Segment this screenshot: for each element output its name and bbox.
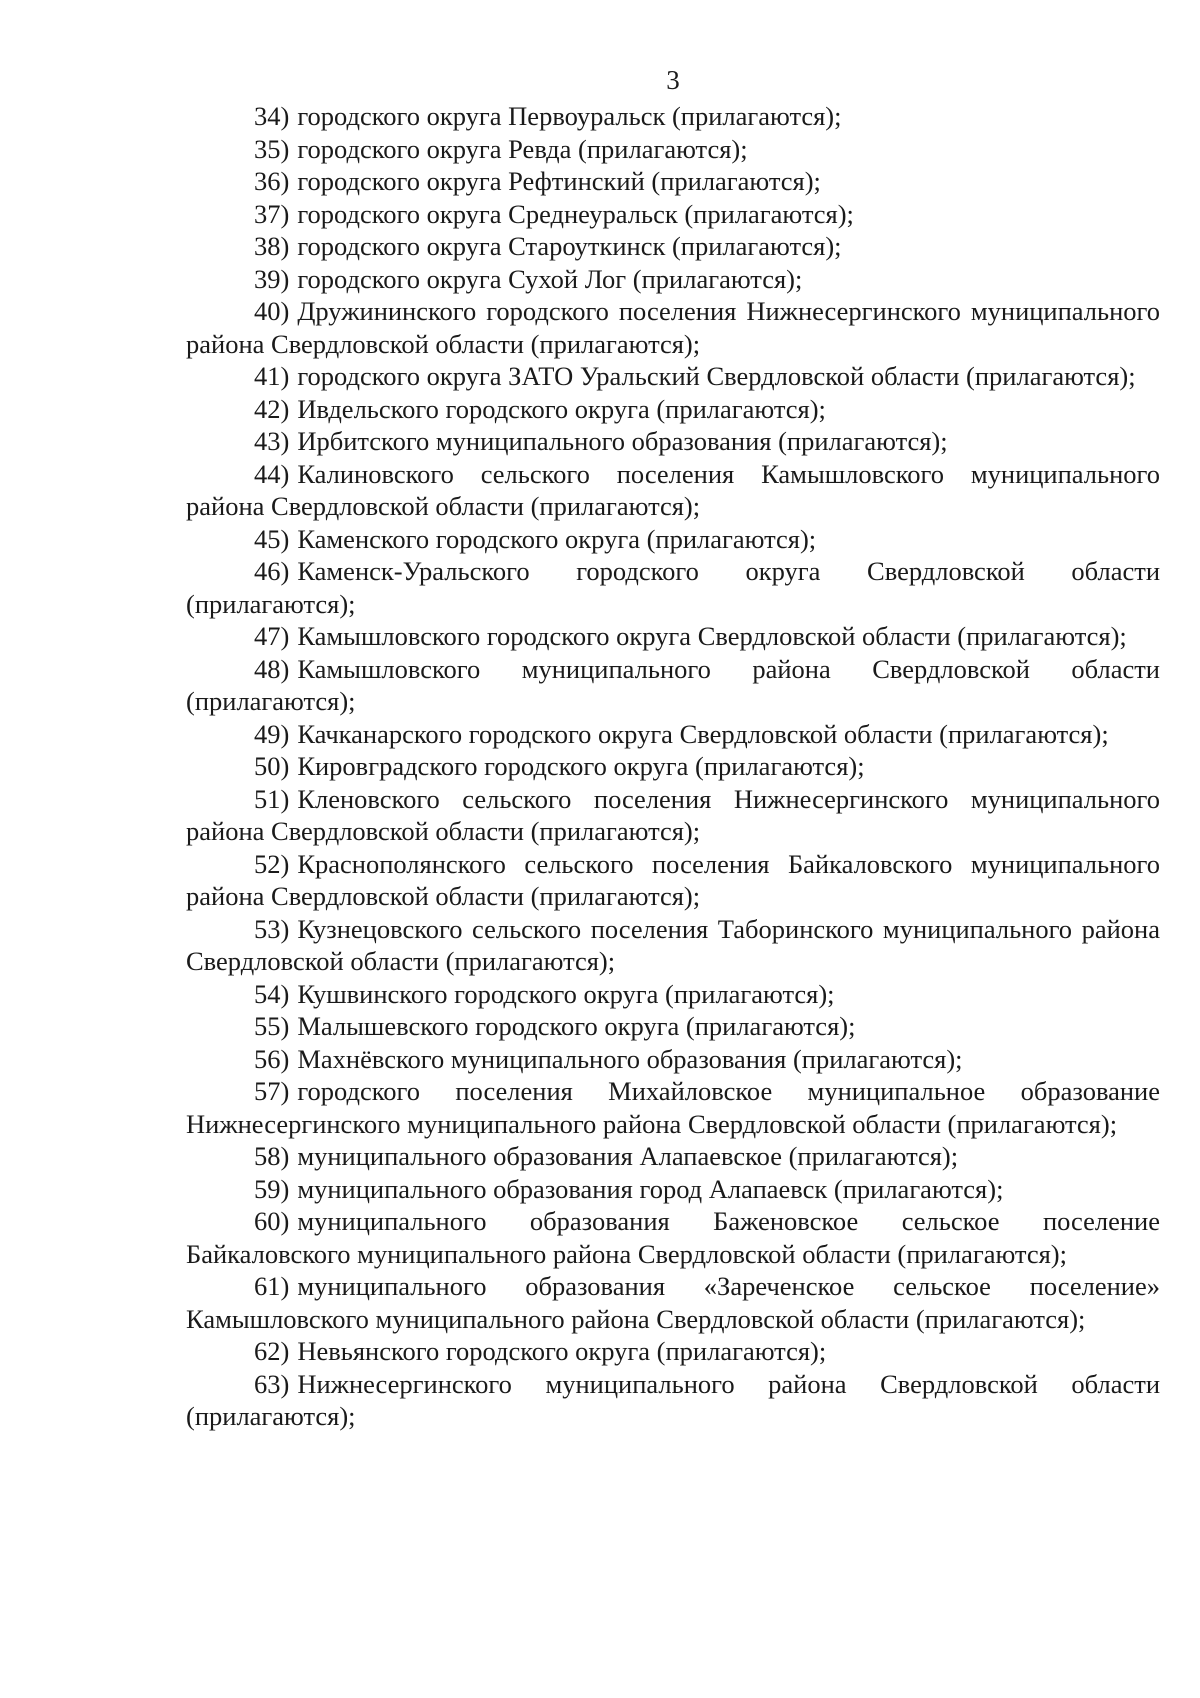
item-text: Каменск-Уральского городского округа Свердловской области (прилагаются);: [186, 556, 1160, 619]
item-text: Нижнесергинского муниципального района Свердловской области (прилагаются);: [186, 1368, 1160, 1431]
list-item: [186, 230, 1160, 263]
item-text: Каменского городского округа (прилагаются);: [297, 523, 817, 554]
item-text: Камышловского муниципального района Свердловской области (прилагаются);: [186, 653, 1160, 716]
item-number: 41): [254, 361, 290, 391]
page-number: 3: [666, 65, 680, 95]
list-item: [186, 458, 1160, 523]
item-number: 36): [254, 166, 290, 196]
item-number: 35): [254, 133, 290, 164]
list-item: [186, 1368, 1160, 1433]
list-item: [186, 848, 1160, 913]
item-number: 62): [254, 1336, 290, 1366]
list-item: [186, 1075, 1160, 1140]
item-number: 61): [254, 1271, 290, 1301]
item-text: городского округа Сухой Лог (прилагаются);: [297, 263, 803, 294]
item-number: 46): [254, 556, 290, 586]
list-item: [186, 978, 1160, 1011]
item-number: 43): [254, 426, 290, 456]
item-number: 56): [254, 1043, 290, 1074]
item-text: Камышловского городского округа Свердловской области (прилагаются);: [297, 621, 1127, 651]
item-text: городского округа Рефтинский (прилагаются);: [297, 166, 821, 196]
item-number: 49): [254, 718, 290, 749]
item-text: Качканарского городского округа Свердловской области (прилагаются);: [297, 718, 1109, 749]
item-number: 38): [254, 231, 290, 261]
item-number: 42): [254, 393, 290, 424]
item-text: Кировградского городского округа (прилагаются);: [297, 751, 865, 781]
item-text: Краснополянского сельского поселения Байкаловского муниципального района Свердловской области (прилагаются);: [186, 848, 1160, 911]
item-text: городского округа ЗАТО Уральский Свердловской области (прилагаются);: [297, 361, 1136, 391]
item-text: Ирбитского муниципального образования (прилагаются);: [297, 426, 948, 456]
item-number: 57): [254, 1076, 290, 1106]
list-item: [186, 718, 1160, 751]
item-number: 53): [254, 913, 290, 944]
item-text: городского поселения Михайловское муниципальное образование Нижнесергинского муниципального района Свердловской области (прилагаются);: [186, 1076, 1160, 1139]
item-text: Кузнецовского сельского поселения Таборинского муниципального района Свердловской области (прилагаются);: [186, 913, 1160, 976]
item-text: Невьянского городского округа (прилагаются);: [297, 1336, 827, 1366]
list-item: [186, 913, 1160, 978]
item-number: 55): [254, 1011, 290, 1041]
item-number: 60): [254, 1206, 290, 1236]
list-item: [186, 263, 1160, 296]
item-text: Махнёвского муниципального образования (прилагаются);: [297, 1043, 963, 1074]
list-item: [186, 198, 1160, 231]
list-item: [186, 523, 1160, 556]
list-item: [186, 620, 1160, 653]
list-item: [186, 1140, 1160, 1173]
item-text: городского округа Среднеуральск (прилагаются);: [297, 198, 854, 229]
item-text: городского округа Староуткинск (прилагаются);: [297, 231, 842, 261]
item-number: 50): [254, 751, 290, 781]
item-number: 63): [254, 1368, 290, 1399]
list-item: [186, 165, 1160, 198]
list-item: [186, 1010, 1160, 1043]
item-number: 40): [254, 296, 290, 326]
list-item: [186, 100, 1160, 133]
list-item: [186, 133, 1160, 166]
item-number: 44): [254, 458, 290, 489]
item-text: муниципального образования Баженовское сельское поселение Байкаловского муниципального района Свердловской области (прилагаются);: [186, 1206, 1160, 1269]
list-item: [186, 360, 1160, 393]
list-item: [186, 1173, 1160, 1206]
item-text: городского округа Ревда (прилагаются);: [297, 133, 748, 164]
item-text: городского округа Первоуральск (прилагаются);: [297, 101, 842, 131]
item-text: муниципального образования Алапаевское (прилагаются);: [297, 1141, 959, 1171]
item-number: 58): [254, 1141, 290, 1171]
item-number: 47): [254, 621, 290, 651]
list-item: [186, 653, 1160, 718]
item-text: Ивдельского городского округа (прилагаются);: [297, 393, 826, 424]
list-item: [186, 783, 1160, 848]
item-number: 37): [254, 198, 290, 229]
list-item: [186, 1270, 1160, 1335]
numbered-list: [186, 100, 1160, 1433]
item-text: Кушвинского городского округа (прилагаются);: [297, 978, 835, 1009]
list-item: [186, 1205, 1160, 1270]
list-item: [186, 393, 1160, 426]
list-item: [186, 295, 1160, 360]
list-item: [186, 1335, 1160, 1368]
item-text: Калиновского сельского поселения Камышловского муниципального района Свердловской области (прилагаются);: [186, 458, 1160, 521]
item-number: 45): [254, 523, 290, 554]
list-item: [186, 425, 1160, 458]
item-text: Кленовского сельского поселения Нижнесергинского муниципального района Свердловской области (прилагаются);: [186, 783, 1160, 846]
item-number: 52): [254, 848, 290, 879]
item-text: Дружининского городского поселения Нижнесергинского муниципального района Свердловской области (прилагаются);: [186, 296, 1160, 359]
list-item: [186, 1043, 1160, 1076]
list-item: [186, 555, 1160, 620]
item-text: муниципального образования город Алапаевск (прилагаются);: [297, 1173, 1004, 1204]
document-page: [186, 64, 1160, 1433]
item-number: 54): [254, 978, 290, 1009]
item-text: Малышевского городского округа (прилагаются);: [297, 1011, 856, 1041]
item-number: 51): [254, 783, 290, 814]
list-item: [186, 750, 1160, 783]
item-number: 39): [254, 263, 290, 294]
item-number: 59): [254, 1173, 290, 1204]
item-number: 34): [254, 101, 290, 131]
item-text: муниципального образования «Зареченское сельское поселение» Камышловского муниципального района Свердловской области (прилагаются);: [186, 1271, 1160, 1334]
item-number: 48): [254, 653, 290, 684]
